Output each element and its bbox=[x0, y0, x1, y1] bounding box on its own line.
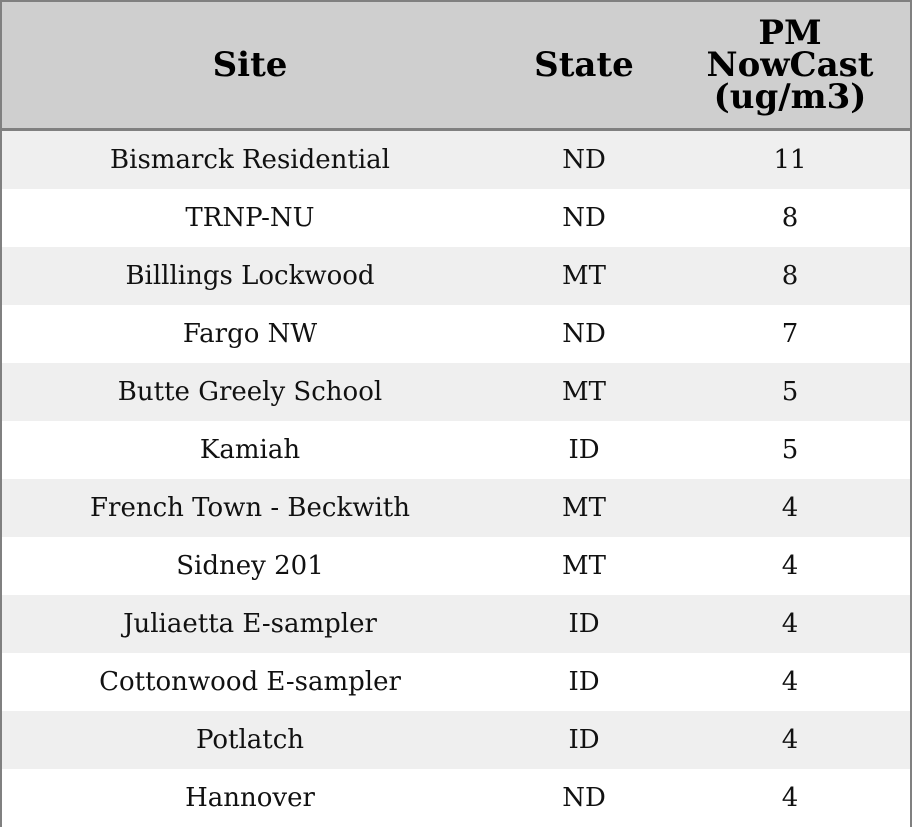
header-pm-nowcast bbox=[670, 2, 910, 130]
site-cell: Billlings Lockwood bbox=[2, 247, 498, 305]
pm-value-cell: 4 bbox=[670, 653, 910, 711]
pm-value-cell: 4 bbox=[670, 769, 910, 827]
state-cell: ID bbox=[498, 595, 670, 653]
table-row bbox=[2, 189, 910, 247]
state-cell: MT bbox=[498, 479, 670, 537]
pm-value-cell: 4 bbox=[670, 537, 910, 595]
site-cell: Juliaetta E-sampler bbox=[2, 595, 498, 653]
header-site bbox=[2, 2, 498, 130]
site-cell: Bismarck Residential bbox=[2, 130, 498, 190]
header-pm-line-3: (ug/m3) bbox=[713, 77, 867, 117]
pm-value-cell: 8 bbox=[670, 189, 910, 247]
table-row bbox=[2, 479, 910, 537]
pm-value-cell: 8 bbox=[670, 247, 910, 305]
header-pm-line-2: NowCast bbox=[706, 45, 874, 85]
pm-value-cell: 5 bbox=[670, 421, 910, 479]
table-row bbox=[2, 653, 910, 711]
table-row bbox=[2, 711, 910, 769]
pm-value-cell: 11 bbox=[670, 130, 910, 190]
state-cell: ND bbox=[498, 130, 670, 190]
site-cell: Fargo NW bbox=[2, 305, 498, 363]
table-row bbox=[2, 537, 910, 595]
state-cell: ID bbox=[498, 421, 670, 479]
pm-value-cell: 4 bbox=[670, 479, 910, 537]
table-body bbox=[2, 130, 910, 827]
table-row bbox=[2, 247, 910, 305]
pm-nowcast-table bbox=[2, 2, 910, 827]
state-cell: ND bbox=[498, 769, 670, 827]
pm-value-cell: 5 bbox=[670, 363, 910, 421]
site-cell: TRNP-NU bbox=[2, 189, 498, 247]
state-cell: MT bbox=[498, 537, 670, 595]
state-cell: MT bbox=[498, 247, 670, 305]
table-row bbox=[2, 595, 910, 653]
header-state-label: State bbox=[534, 45, 634, 85]
site-cell: Butte Greely School bbox=[2, 363, 498, 421]
site-cell: Potlatch bbox=[2, 711, 498, 769]
state-cell: ID bbox=[498, 653, 670, 711]
table-row bbox=[2, 305, 910, 363]
pm-value-cell: 4 bbox=[670, 595, 910, 653]
site-cell: Sidney 201 bbox=[2, 537, 498, 595]
site-cell: Hannover bbox=[2, 769, 498, 827]
state-cell: ID bbox=[498, 711, 670, 769]
pm-value-cell: 4 bbox=[670, 711, 910, 769]
header-site-label: Site bbox=[212, 45, 288, 85]
header-pm-line-1: PM bbox=[758, 13, 822, 53]
header-row bbox=[2, 2, 910, 130]
pm-value-cell: 7 bbox=[670, 305, 910, 363]
table-row bbox=[2, 363, 910, 421]
table-row bbox=[2, 769, 910, 827]
table-row bbox=[2, 421, 910, 479]
state-cell: ND bbox=[498, 305, 670, 363]
site-cell: Cottonwood E-sampler bbox=[2, 653, 498, 711]
state-cell: ND bbox=[498, 189, 670, 247]
table-row bbox=[2, 130, 910, 190]
site-cell: Kamiah bbox=[2, 421, 498, 479]
header-state bbox=[498, 2, 670, 130]
state-cell: MT bbox=[498, 363, 670, 421]
site-cell: French Town - Beckwith bbox=[2, 479, 498, 537]
